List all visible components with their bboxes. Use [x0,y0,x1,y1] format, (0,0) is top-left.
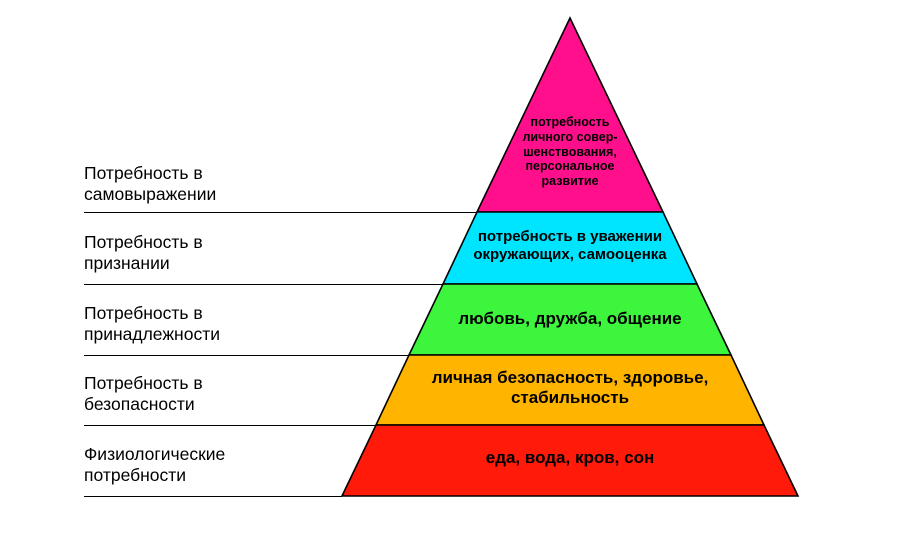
pyramid-level-safety [376,355,764,425]
pyramid-level-physiological [342,425,798,496]
pyramid-level-text-self-actualization: потребность личного совер- шенствования, персональное развитие [522,115,618,188]
leader-line-belonging [84,355,409,356]
pyramid-level-text-physiological: еда, вода, кров, сон [485,448,655,467]
label-safety: Потребность в безопасности [84,373,203,415]
pyramid-level-esteem [443,212,697,284]
label-belonging: Потребность в принадлежности [84,303,220,345]
leader-line-physiological [84,496,342,497]
pyramid-level-self-actualization [477,18,663,212]
label-self-actualization: Потребность в самовыражении [84,163,217,205]
pyramid-level-text-esteem: потребность в уважении окружающих, самооценка [473,228,667,263]
leader-line-esteem [84,284,443,285]
label-physiological: Физиологические потребности [84,444,226,486]
pyramid-level-text-safety: личная безопасность, здоровье, стабильность [431,368,709,408]
pyramid-level-belonging [409,284,731,355]
leader-line-self-actualization [84,212,477,213]
leader-line-safety [84,425,376,426]
pyramid-level-text-belonging: любовь, дружба, общение [458,309,682,328]
label-esteem: Потребность в признании [84,232,203,274]
